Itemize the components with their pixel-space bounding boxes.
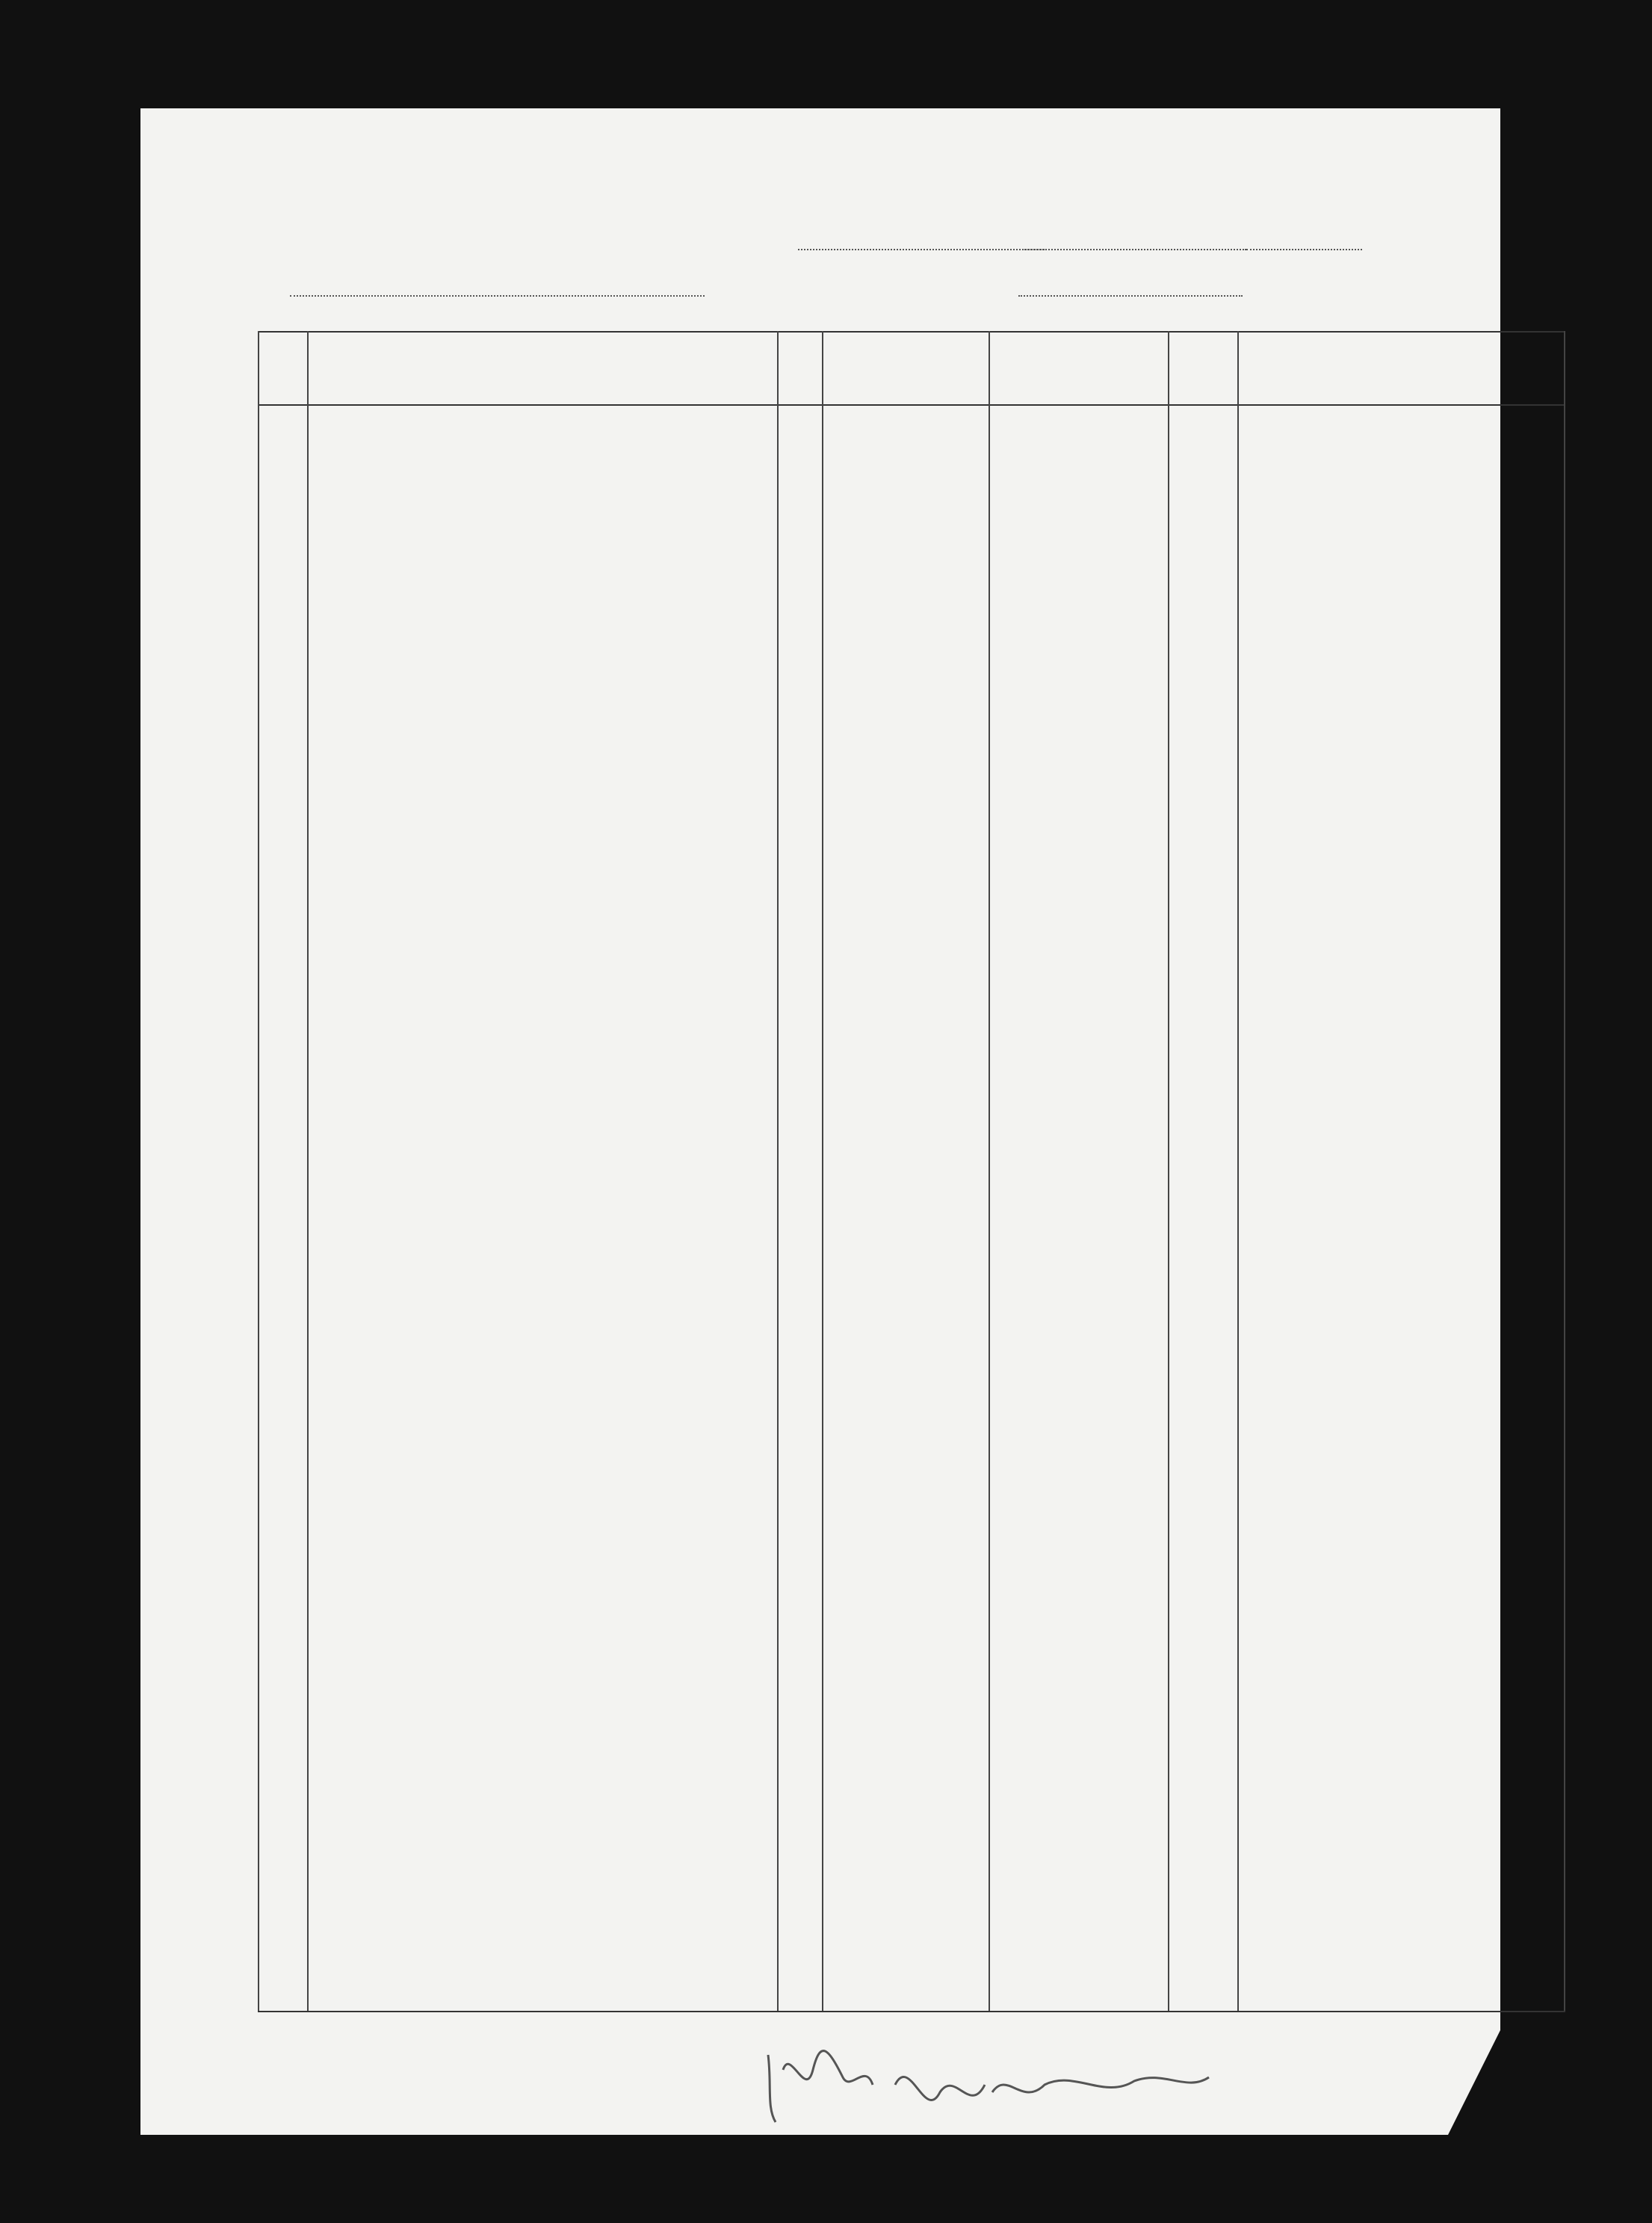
officer-signature: [761, 2040, 1269, 2137]
manifest-page: [140, 108, 1500, 2135]
